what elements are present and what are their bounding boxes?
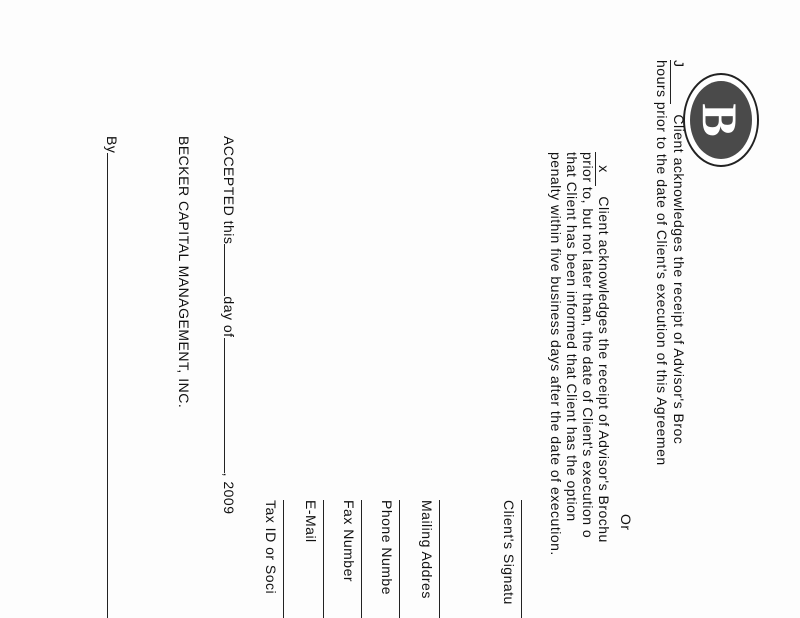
tax-id-rule	[283, 500, 284, 618]
client-field-phone: Phone Numbe	[379, 500, 395, 596]
accepted-line	[221, 136, 237, 515]
phone-rule	[399, 500, 400, 618]
or-label: Or	[618, 514, 634, 531]
company-name: BECKER CAPITAL MANAGEMENT, INC.	[176, 136, 192, 409]
accepted-month-blank	[224, 338, 225, 473]
option2-line4: penalty within five business days after the date of execution.	[548, 152, 564, 556]
option2-mark: x	[595, 152, 612, 186]
by-signature-blank	[107, 153, 108, 618]
option1-mark: J	[670, 60, 687, 104]
option2-line3: that Client has been informed that Client has the option	[564, 152, 580, 522]
client-field-fax: Fax Number	[341, 500, 357, 583]
accepted-year: , 2009	[221, 472, 237, 515]
option1-text2: hours prior to the date of Client's execution of this Agreemen	[654, 60, 670, 466]
by-line	[104, 136, 120, 618]
client-field-email: E-Mail	[303, 500, 319, 543]
accepted-prefix: ACCEPTED this	[221, 136, 237, 245]
option2-line2: prior to, but not later than, the date of Client's execution o	[580, 152, 596, 539]
option1-line1	[670, 60, 687, 444]
client-field-signature: Client's Signatu	[501, 500, 517, 605]
client-signature-rule	[521, 500, 522, 618]
accepted-middle: day of	[221, 296, 237, 338]
client-field-mailing: Mailing Addres	[419, 500, 435, 599]
by-label: By	[104, 136, 120, 154]
company-logo	[682, 72, 760, 168]
accepted-day-blank	[224, 244, 225, 296]
email-rule	[323, 500, 324, 618]
option1-text1: Client acknowledges the receipt of Advisor's Broc	[671, 114, 687, 445]
fax-rule	[361, 500, 362, 618]
option2-line1-text: Client acknowledges the receipt of Advisor's Brochu	[596, 196, 612, 543]
logo-letter: B	[692, 103, 748, 137]
client-field-taxid: Tax ID or Soci	[263, 500, 279, 595]
mailing-address-rule	[439, 500, 440, 618]
option2-line1	[595, 152, 612, 543]
